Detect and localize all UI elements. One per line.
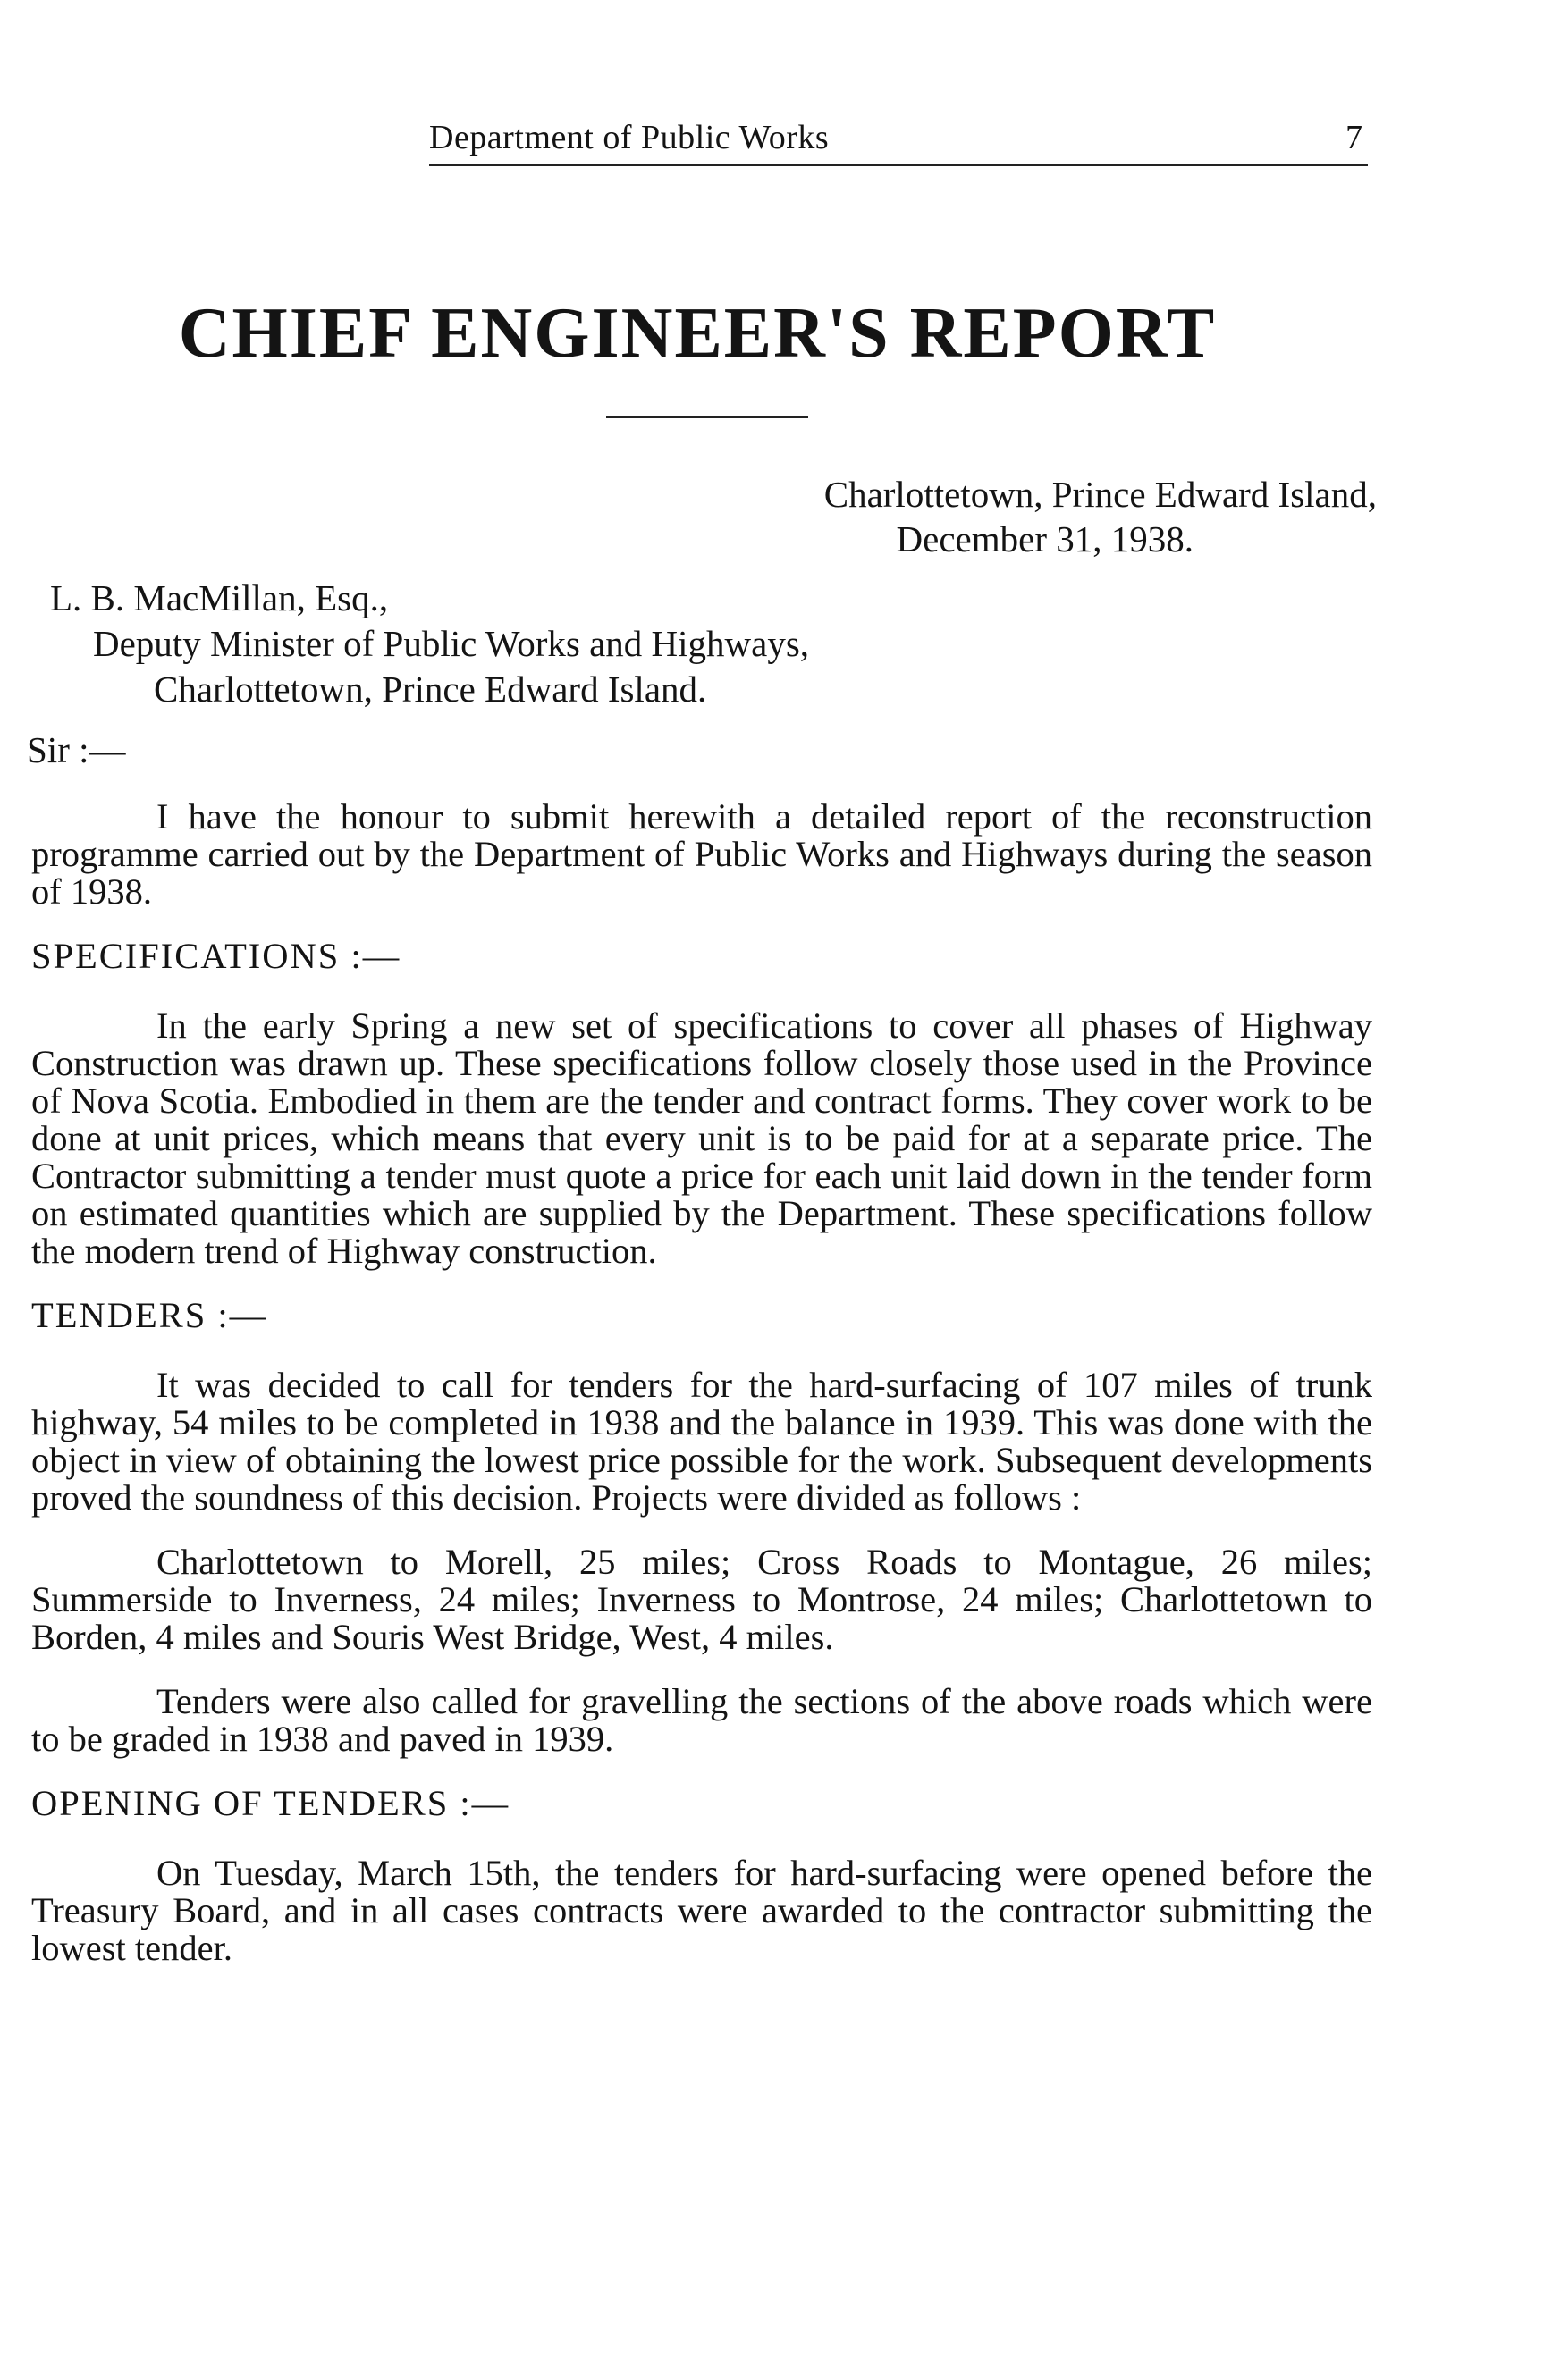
addressee-block	[50, 576, 809, 712]
dateline	[824, 472, 1377, 561]
running-header	[429, 111, 1368, 166]
specifications-paragraph: In the early Spring a new set of specifications to cover all phases of Highway Construction was drawn up. These specifications follow closely those used in the Province of Nova Scotia. Embodied in them are the tender and contract forms. They cover work to be done at unit prices, which means that every unit is to be paid for at a separate price. The Contractor submitting a tender must quote a price for each unit laid down in the tender form on estimated quantities which are supplied by the Department. These specifications follow the modern trend of Highway construction.	[31, 1005, 1372, 1271]
salutation: Sir :—	[27, 729, 126, 770]
tenders-paragraph-3: Tenders were also called for gravelling the sections of the above roads which were to be graded in 1938 and paved in 1939.	[31, 1681, 1372, 1759]
dateline-place: Charlottetown, Prince Edward Island,	[823, 474, 1377, 515]
tenders-paragraph-1: It was decided to call for tenders for the hard-surfacing of 107 miles of trunk highway, 54 miles to be completed in 1938 and the balance in 1939. This was done with the object in view of obtaining the lowest price possible for the work. Subsequent developments proved the soundness of this decision. Projects were divided as follows :	[31, 1365, 1372, 1518]
opening-of-tenders-paragraph: On Tuesday, March 15th, the tenders for hard-surfacing were opened before the Treasury Board, and in all cases contracts were awarded to the contractor submitting the lowest tender.	[31, 1853, 1372, 1968]
running-title: Department of Public Works	[429, 119, 830, 156]
report-title: CHIEF ENGINEER'S REPORT	[178, 294, 1217, 373]
dateline-date: December 31, 1938.	[896, 518, 1194, 559]
title-rule	[606, 416, 808, 418]
intro-paragraph: I have the honour to submit herewith a detailed report of the reconstruction programme carried out by the Department of Public Works and Highways during the season of 1938.	[31, 796, 1372, 912]
tenders-paragraph-2: Charlottetown to Morell, 25 miles; Cross Roads to Montague, 26 miles; Summerside to Inverness, 24 miles; Inverness to Montrose, 24 miles; Charlottetown to Borden, 4 miles and Souris West Bridge, West, 4 miles.	[31, 1542, 1372, 1657]
section-heading-tenders: TENDERS :—	[31, 1295, 268, 1335]
addressee-location: Charlottetown, Prince Edward Island.	[154, 669, 707, 710]
section-heading-opening-of-tenders: OPENING OF TENDERS :—	[31, 1783, 510, 1823]
report-body	[31, 798, 1372, 1994]
section-heading-specifications: SPECIFICATIONS :—	[31, 936, 401, 976]
addressee-name: L. B. MacMillan, Esq.,	[50, 577, 389, 618]
addressee-position: Deputy Minister of Public Works and Highways,	[93, 623, 810, 664]
page-number: 7	[1345, 119, 1362, 156]
